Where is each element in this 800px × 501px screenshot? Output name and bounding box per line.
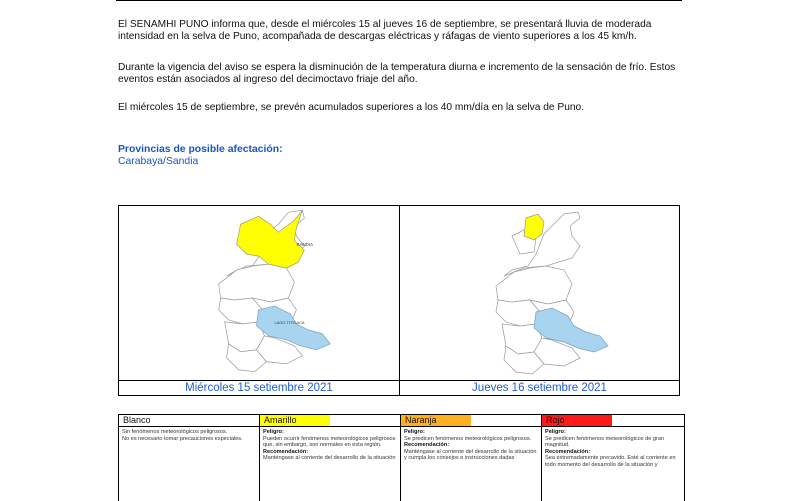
legend-peligro-label-naranja: Peligro: bbox=[404, 429, 425, 435]
legend-rec-label-naranja: Recomendación: bbox=[404, 442, 450, 449]
legend-text-blanco: Sin fenómenos meteorológicos peligrosos. bbox=[122, 429, 228, 435]
legend-title-blanco: Blanco bbox=[123, 415, 151, 425]
legend-peligro-rojo: Se predicen fenómenos meteorológicos de gran magnitud. bbox=[545, 435, 665, 449]
legend-rec-amarillo: Manténgase al corriente del desarrollo de la situación bbox=[263, 455, 396, 462]
legend-column-blanco bbox=[119, 415, 260, 501]
legend-header-amarillo bbox=[260, 415, 400, 427]
map-label-lake: LAGO TITICACA bbox=[274, 319, 305, 325]
map-caption-wednesday: Miércoles 15 setiembre 2021 bbox=[119, 380, 399, 396]
top-rule bbox=[116, 0, 682, 1]
map-panel-wednesday bbox=[119, 206, 400, 395]
legend-title-naranja: Naranja bbox=[405, 415, 437, 425]
provinces-list: Carabaya/Sandia bbox=[118, 156, 199, 167]
legend-text2-blanco: No es necesario tomar precauciones especiales. bbox=[122, 435, 243, 442]
legend-column-amarillo bbox=[260, 415, 401, 501]
legend-header-blanco bbox=[119, 415, 259, 427]
legend-rec-naranja: Manténgase al corriente del desarrollo de la situación y cumpla los consejos e instrucciones dadas bbox=[404, 448, 537, 462]
legend-peligro-naranja: Se predicen fenómenos meteorológicos peligrosos. bbox=[404, 435, 532, 442]
legend-column-naranja bbox=[401, 415, 542, 501]
alert-legend-table bbox=[118, 414, 685, 501]
legend-peligro-amarillo: Pueden ocurrir fenómenos meteorológicos peligrosos que, sin embargo, son normales en esta región. bbox=[263, 435, 396, 449]
map-label-sandia: SANDIA bbox=[296, 242, 314, 248]
provinces-heading: Provincias de posible afectación: bbox=[118, 144, 283, 155]
paragraph-2: Durante la vigencia del aviso se espera la disminución de la temperatura diurna e incremento de la sensación de frío. Estos eventos están asociados al ingreso del decimoctavo friaje del año. bbox=[118, 62, 676, 86]
legend-rec-rojo: Sea extremadamente precavido. Esté al corriente en todo momento del desarrollo de la situación y bbox=[545, 455, 676, 468]
region-highlight bbox=[524, 214, 544, 240]
legend-title-rojo: Rojo bbox=[546, 415, 565, 425]
legend-rec-label-rojo: Recomendación: bbox=[545, 448, 591, 455]
legend-header-rojo bbox=[542, 415, 684, 427]
map-panel-thursday bbox=[400, 206, 679, 395]
paragraph-1: El SENAMHI PUNO informa que, desde el miércoles 15 al jueves 16 de septiembre, se presentará lluvia de moderada intensidad en la selva de Puno, acompañada de descargas eléctricas y ráfagas de viento superiores a los 45 km/h. bbox=[118, 19, 652, 43]
legend-peligro-label-rojo: Peligro: bbox=[545, 429, 566, 435]
region-outline bbox=[219, 264, 295, 302]
map-caption-thursday: Jueves 16 setiembre 2021 bbox=[400, 380, 679, 396]
puno-map-thursday bbox=[400, 206, 679, 384]
legend-title-amarillo: Amarillo bbox=[264, 415, 297, 425]
puno-map-wednesday bbox=[119, 206, 399, 384]
legend-header-naranja bbox=[401, 415, 541, 427]
maps-table bbox=[118, 205, 680, 396]
legend-column-rojo bbox=[542, 415, 685, 501]
legend-rec-label-amarillo: Recomendación: bbox=[263, 448, 309, 455]
paragraph-3: El miércoles 15 de septiembre, se prevén acumulados superiores a los 40 mm/día en la selva de Puno. bbox=[118, 102, 585, 113]
legend-peligro-label-amarillo: Peligro: bbox=[263, 429, 284, 435]
region-outline bbox=[496, 266, 572, 304]
